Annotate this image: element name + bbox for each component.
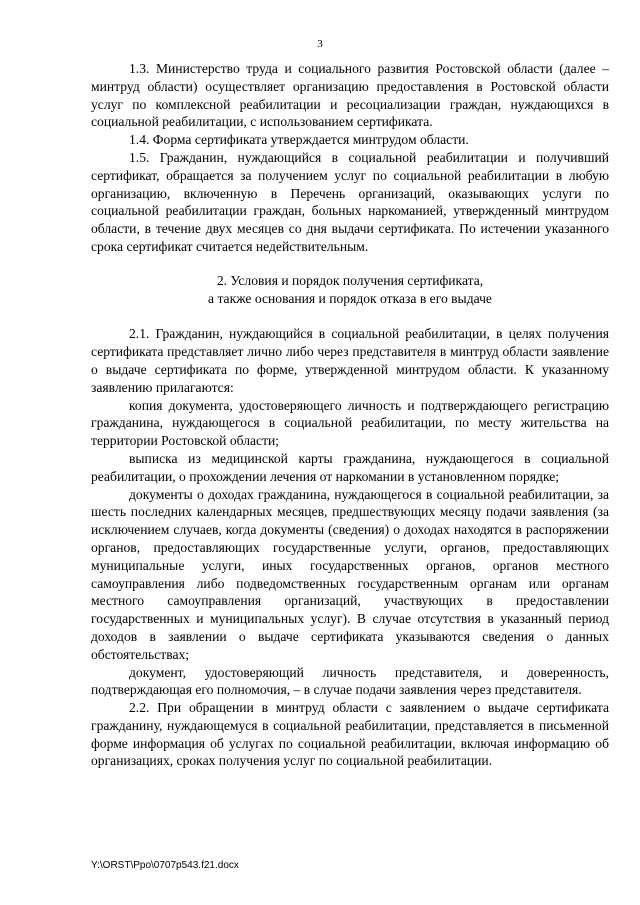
paragraph-1-3: 1.3. Министерство труда и социального развития Ростовской области (далее – минтруд области) осуществляет организацию предоставления в Ростовской области услуг по комплексной реабилитации и ресоциализации граждан, нуждающихся в социальной реабилитации, с использованием сертификата. <box>91 61 609 130</box>
paragraph-1-4: 1.4. Форма сертификата утверждается минтрудом области. <box>129 132 469 148</box>
section-heading-line-2: а также основания и порядок отказа в его выдаче <box>208 290 492 306</box>
section-heading-line-1: 2. Условия и порядок получения сертификата, <box>216 272 484 288</box>
list-item-income-documents: документы о доходах гражданина, нуждающегося в социальной реабилитации, за шесть последних календарных месяцев, предшествующих месяцу подачи заявления (за исключением случаев, когда документы (сведения) о доходах находятся в распоряжении органов, предоставляющих государственные услуги, органов, предоставляющих муниципальные услуги, иных государственных органов, органов местного самоуправления либо подведомственных государственным органам или органам местного самоуправления организаций, участвующих в предоставлении государственных и муниципальных услуг). В случае отсутствия в указанный период доходов в заявлении о выдаче сертификата указываются сведения о данных обстоятельствах; <box>91 486 609 662</box>
page-number: 3 <box>317 38 323 50</box>
list-item-medical-extract: выписка из медицинской карты гражданина, нуждающегося в социальной реабилитации, о прохождении лечения от наркомании в установленном порядке; <box>91 450 609 484</box>
paragraph-1-5: 1.5. Гражданин, нуждающийся в социальной реабилитации и получивший сертификат, обращается за получением услуг по социальной реабилитации в любую организацию, включенную в Перечень организаций, оказывающих услуги по социальной реабилитации граждан, больных наркоманией, утвержденный минтрудом области, в течение двух месяцев со дня выдачи сертификата. По истечении указанного срока сертификат считается недействительным. <box>91 149 609 254</box>
document-body <box>91 60 609 770</box>
paragraph-2-1: 2.1. Гражданин, нуждающийся в социальной реабилитации, в целях получения сертификата представляет лично либо через представителя в минтруд области заявление о выдаче сертификата по форме, утвержденной минтрудом области. К указанному заявлению прилагаются: <box>91 326 609 395</box>
list-item-representative-document: документ, удостоверяющий личность представителя, и доверенность, подтверждающая его полномочия, – в случае подачи заявления через представителя. <box>91 664 609 698</box>
paragraph-2-2: 2.2. При обращении в минтруд области с заявлением о выдаче сертификата гражданину, нуждающемуся в социальной реабилитации, представляется в письменной форме информация об услугах по социальной реабилитации, включая информацию об организациях, сроках получения услуг по социальной реабилитации. <box>91 700 609 769</box>
list-item-identity-document: копия документа, удостоверяющего личность и подтверждающего регистрацию гражданина, нуждающегося в социальной реабилитации, по месту жительства на территории Ростовской области; <box>91 397 609 449</box>
footer-file-path: Y:\ORST\Ppo\0707p543.f21.docx <box>91 860 239 871</box>
section-heading <box>91 272 609 308</box>
